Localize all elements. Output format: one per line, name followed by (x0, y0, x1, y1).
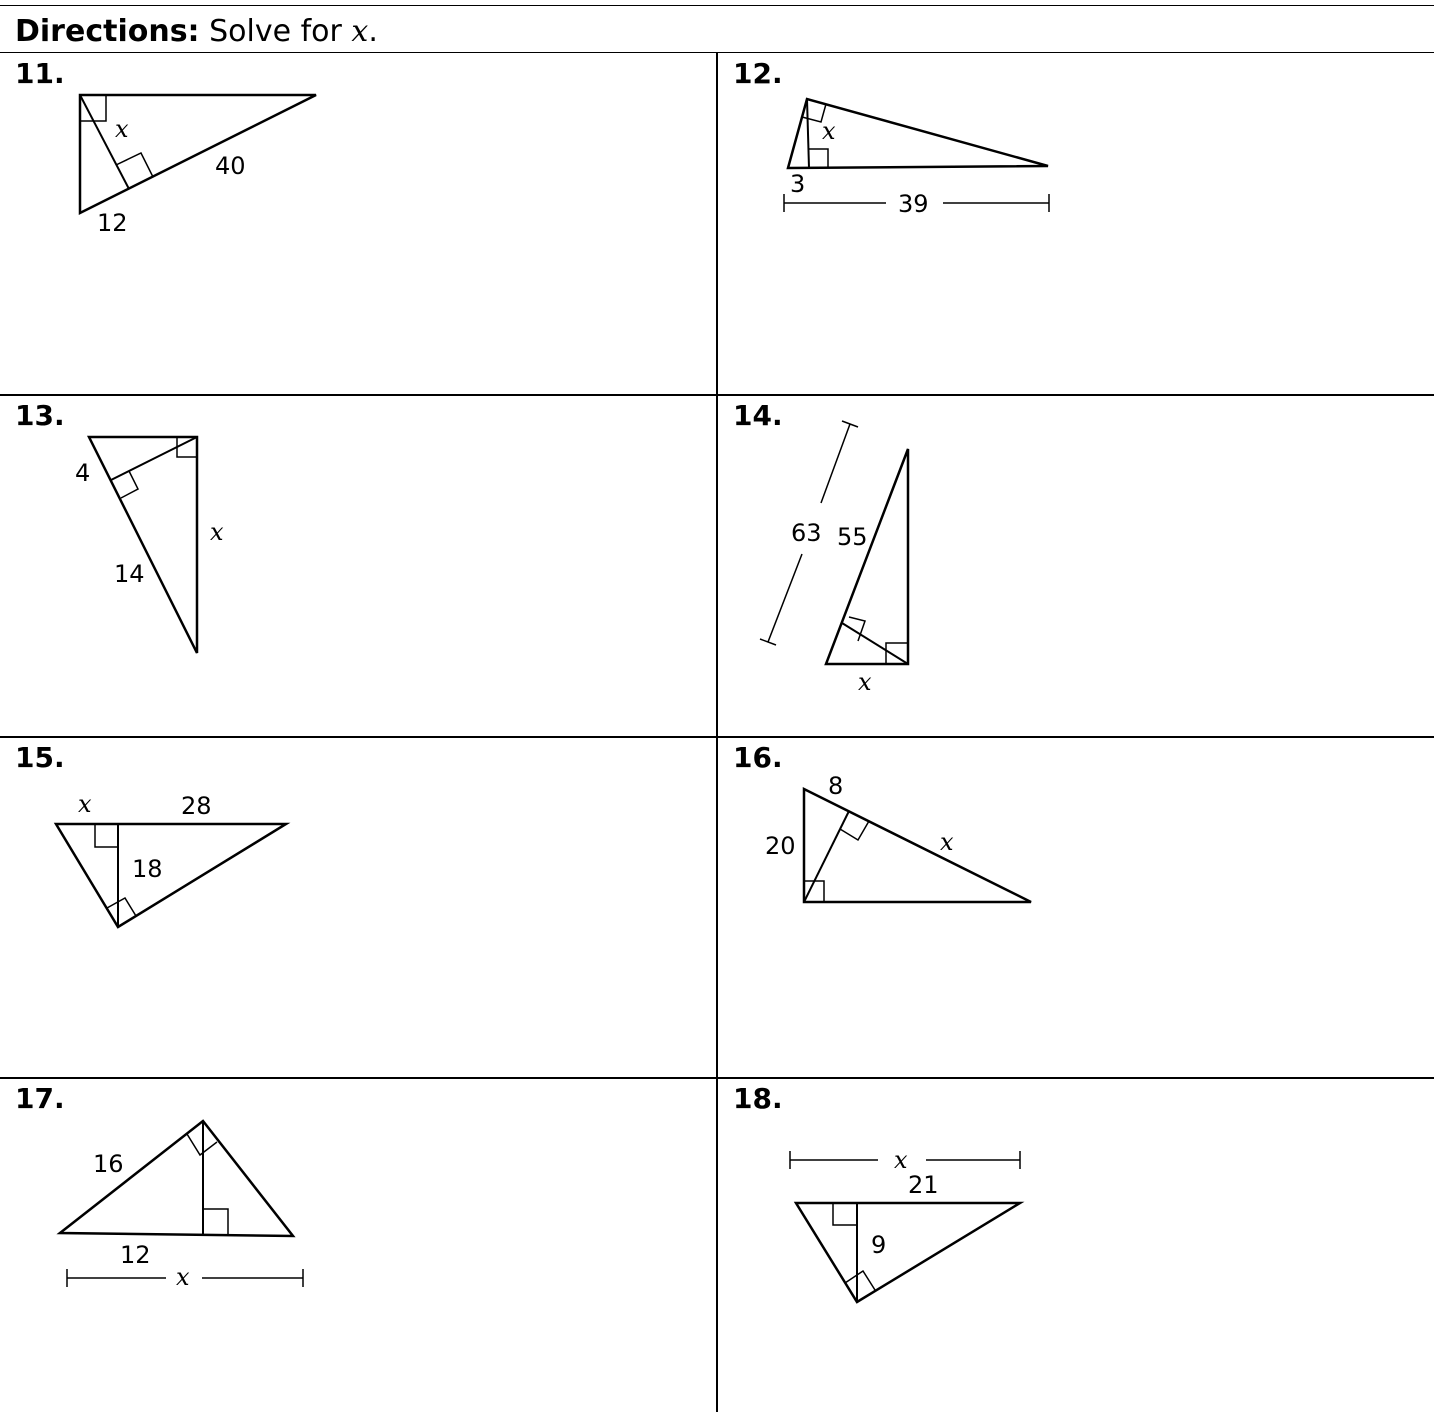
directions-header (0, 5, 1434, 53)
side-label: 3 (790, 170, 806, 198)
side-label: 40 (215, 152, 246, 180)
side-label: 39 (898, 190, 929, 218)
triangle-outline (826, 449, 908, 664)
right-angle-marker (840, 821, 869, 840)
directions-label: Directions: (15, 14, 200, 49)
problem-11 (0, 54, 716, 395)
altitude-line (807, 99, 809, 168)
side-label: 9 (871, 1231, 887, 1259)
right-angle-marker (107, 898, 136, 916)
right-angle-marker (95, 824, 118, 847)
triangle-outline (804, 789, 1031, 902)
problem-14 (718, 396, 1434, 737)
side-label: 18 (132, 855, 163, 883)
side-label: 20 (765, 832, 796, 860)
side-label: x (115, 115, 129, 143)
triangle-diagram-18 (718, 1079, 1434, 1412)
dimension-line (821, 424, 850, 503)
triangle-diagram-11 (0, 54, 716, 394)
right-angle-marker (203, 1209, 228, 1234)
problem-18 (718, 1079, 1434, 1420)
problem-number: 14. (733, 399, 783, 432)
right-angle-marker (177, 437, 197, 457)
problem-17 (0, 1079, 716, 1420)
problem-16 (718, 738, 1434, 1079)
side-label: x (940, 828, 954, 856)
side-label: x (176, 1263, 190, 1291)
side-label: x (210, 518, 224, 546)
side-label: x (78, 790, 92, 818)
triangle-diagram-12 (718, 54, 1434, 394)
directions-period: . (368, 14, 378, 49)
right-angle-marker (804, 881, 824, 902)
problem-12 (718, 54, 1434, 395)
triangle-outline (56, 824, 286, 927)
triangle-outline (60, 1121, 293, 1236)
directions-instruction: Solve for (209, 14, 342, 49)
side-label: 63 (791, 519, 822, 547)
problem-number: 15. (15, 741, 65, 774)
problem-15 (0, 738, 716, 1079)
altitude-line (111, 437, 197, 480)
problem-13 (0, 396, 716, 737)
side-label: 14 (114, 560, 145, 588)
side-label: x (822, 117, 836, 145)
side-label: x (894, 1146, 908, 1174)
triangle-diagram-16 (718, 738, 1434, 1078)
problem-number: 16. (733, 741, 783, 774)
triangle-outline (80, 95, 316, 213)
right-angle-marker (833, 1203, 857, 1225)
directions-variable: x (351, 14, 369, 49)
side-label: 8 (828, 772, 844, 800)
side-label: 16 (93, 1150, 124, 1178)
problem-number: 18. (733, 1082, 783, 1115)
problem-number: 17. (15, 1082, 65, 1115)
triangle-diagram-15 (0, 738, 716, 1078)
triangle-outline (89, 437, 197, 653)
side-label: 12 (97, 209, 128, 237)
triangle-diagram-14 (718, 396, 1434, 736)
problem-number: 13. (15, 399, 65, 432)
side-label: 4 (75, 459, 91, 487)
problem-number: 11. (15, 57, 65, 90)
right-angle-marker (80, 95, 106, 121)
right-angle-marker (809, 149, 828, 168)
altitude-line (804, 811, 849, 902)
triangle-diagram-13 (0, 396, 716, 736)
dimension-line (768, 554, 802, 642)
problem-number: 12. (733, 57, 783, 90)
side-label: x (858, 668, 872, 696)
triangle-diagram-17 (0, 1079, 716, 1412)
right-angle-marker (845, 1271, 875, 1290)
directions-text (15, 15, 378, 49)
side-label: 21 (908, 1171, 939, 1199)
side-label: 12 (120, 1241, 151, 1269)
side-label: 55 (837, 523, 868, 551)
right-angle-marker (121, 471, 138, 498)
triangle-outline (796, 1203, 1020, 1302)
dimension-tick (760, 639, 776, 645)
side-label: 28 (181, 792, 212, 820)
